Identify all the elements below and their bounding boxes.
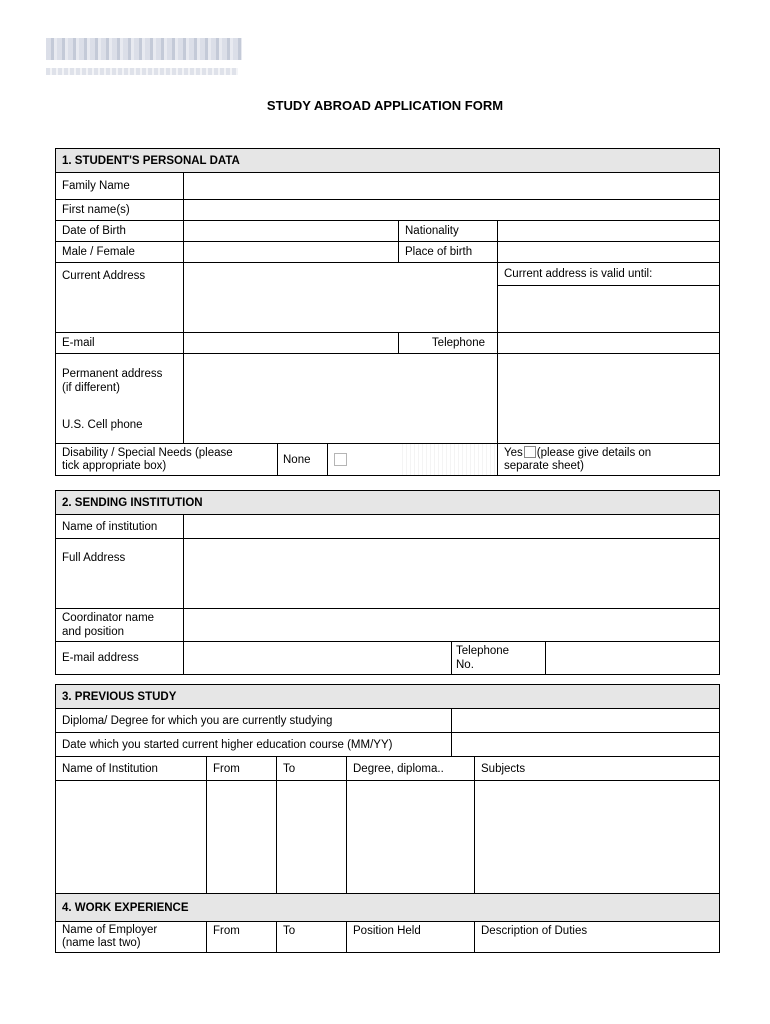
disability-label: Disability / Special Needs (please	[62, 446, 233, 459]
student-personal-data-table	[55, 148, 720, 476]
employer-label: Name of Employer	[62, 924, 158, 936]
yes-details-hint-2: separate sheet)	[504, 460, 584, 472]
none-option-label: None	[278, 444, 328, 476]
permanent-address-field[interactable]	[184, 354, 498, 444]
nationality-label: Nationality	[399, 221, 498, 242]
address-valid-until-cell[interactable]	[498, 263, 720, 333]
permanent-address-label: Permanent address	[62, 368, 163, 380]
work-col-duties: Description of Duties	[475, 922, 720, 953]
study-degree-field[interactable]	[347, 781, 475, 894]
diploma-field[interactable]	[452, 709, 720, 733]
none-option-cell[interactable]	[328, 444, 399, 476]
col-name-of-institution: Name of Institution	[56, 757, 207, 781]
disability-label-cell	[56, 444, 278, 476]
sending-institution-table	[55, 490, 720, 675]
coordinator-sublabel: and position	[62, 626, 125, 638]
telephone-label: Telephone	[399, 333, 498, 354]
study-subjects-field[interactable]	[475, 781, 720, 894]
date-started-label: Date which you started current higher education course (MM/YY)	[56, 733, 452, 757]
family-name-label: Family Name	[56, 173, 184, 200]
previous-study-table	[55, 684, 720, 953]
full-address-label: Full Address	[56, 539, 184, 609]
coordinator-label: Coordinator name	[62, 612, 155, 624]
logo-subtitle	[46, 68, 238, 75]
us-cell-phone-field[interactable]	[498, 354, 720, 444]
employer-label-cell	[56, 922, 207, 953]
study-institution-field[interactable]	[56, 781, 207, 894]
disability-sublabel: tick appropriate box)	[62, 459, 167, 472]
first-names-field[interactable]	[184, 200, 720, 221]
institution-name-field[interactable]	[184, 515, 720, 539]
col-from: From	[207, 757, 277, 781]
gender-label: Male / Female	[56, 242, 184, 263]
col-subjects: Subjects	[475, 757, 720, 781]
institution-telephone-label: Telephone	[456, 645, 510, 657]
telephone-field[interactable]	[498, 333, 720, 354]
institution-email-label: E-mail address	[56, 642, 184, 675]
institution-telephone-label-cell	[452, 642, 546, 675]
gender-field[interactable]	[184, 242, 399, 263]
nationality-field[interactable]	[498, 221, 720, 242]
permanent-address-label-cell	[56, 354, 184, 444]
us-cell-phone-label: U.S. Cell phone	[62, 419, 143, 431]
coordinator-field[interactable]	[184, 609, 720, 642]
section-3-heading: 3. PREVIOUS STUDY	[56, 685, 720, 709]
first-names-label: First name(s)	[56, 200, 184, 221]
place-of-birth-field[interactable]	[498, 242, 720, 263]
study-to-field[interactable]	[277, 781, 347, 894]
col-degree: Degree, diploma..	[347, 757, 475, 781]
yes-option-cell[interactable]	[498, 444, 720, 476]
email-label: E-mail	[56, 333, 184, 354]
diploma-label: Diploma/ Degree for which you are currently studying	[56, 709, 452, 733]
full-address-field[interactable]	[184, 539, 720, 609]
section-1-heading: 1. STUDENT'S PERSONAL DATA	[56, 149, 720, 173]
institution-logo	[46, 38, 242, 80]
date-of-birth-field[interactable]	[184, 221, 399, 242]
work-col-position: Position Held	[347, 922, 475, 953]
current-address-field[interactable]	[184, 263, 498, 333]
family-name-field[interactable]	[184, 173, 720, 200]
institution-name-label: Name of institution	[56, 515, 184, 539]
yes-checkbox[interactable]	[524, 446, 536, 458]
place-of-birth-label: Place of birth	[399, 242, 498, 263]
study-from-field[interactable]	[207, 781, 277, 894]
address-valid-until-field[interactable]	[498, 285, 719, 332]
page-title: STUDY ABROAD APPLICATION FORM	[266, 98, 504, 113]
email-field[interactable]	[184, 333, 399, 354]
institution-telephone-field[interactable]	[546, 642, 720, 675]
none-checkbox[interactable]	[334, 453, 347, 466]
date-started-field[interactable]	[452, 733, 720, 757]
current-address-label: Current Address	[56, 263, 184, 333]
address-valid-until-label: Current address is valid until:	[504, 268, 653, 280]
section-2-heading: 2. SENDING INSTITUTION	[56, 491, 720, 515]
institution-email-field[interactable]	[184, 642, 452, 675]
work-col-to: To	[277, 922, 347, 953]
yes-option-label: Yes	[504, 447, 523, 459]
date-of-birth-label: Date of Birth	[56, 221, 184, 242]
section-4-heading: 4. WORK EXPERIENCE	[56, 894, 720, 922]
employer-sublabel: (name last two)	[62, 937, 141, 949]
yes-details-hint: (please give details on	[536, 447, 652, 459]
coordinator-label-cell	[56, 609, 184, 642]
institution-telephone-sublabel: No.	[456, 659, 474, 671]
disability-spacer	[399, 444, 498, 476]
work-col-from: From	[207, 922, 277, 953]
col-to: To	[277, 757, 347, 781]
permanent-address-sublabel: (if different)	[62, 382, 120, 394]
logo-wordmark	[46, 38, 242, 60]
